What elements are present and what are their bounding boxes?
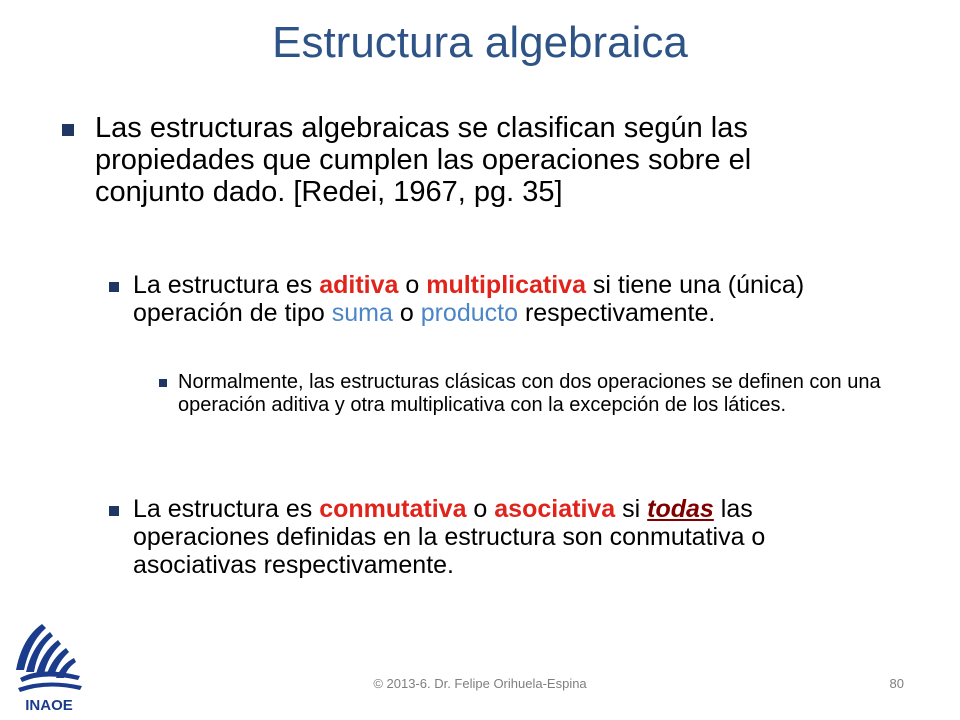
term-todas: todas [647,495,714,523]
term-aditiva: aditiva [319,271,399,299]
term-suma: suma [331,299,393,327]
text-segment: las operaciones definidas en la estructura son conmutativa o asociativas respectivamente. [133,495,766,579]
text-segment: respectivamente. [518,299,716,327]
bullet-main-text: Las estructuras algebraicas se clasifican según las propiedades que cumplen las operaciones sobre el conjunto dado. [Redei, 1967, pg. 35] [95,112,752,208]
text-segment: si tiene una (única) operación de tipo [133,271,805,327]
term-multiplicativa: multiplicativa [426,271,586,299]
square-bullet-icon [62,124,74,136]
term-conmutativa: conmutativa [319,495,467,523]
text-segment: La estructura es [133,271,320,299]
term-producto: producto [420,299,518,327]
logo-text: INAOE [25,697,73,714]
square-bullet-icon [109,506,119,516]
text-segment: o [392,299,421,327]
bullet-main [95,112,855,208]
square-bullet-icon [109,282,119,292]
slide-title: Estructura algebraica [272,18,688,67]
square-bullet-icon [159,379,167,387]
bullet-note-text: Normalmente, las estructuras clásicas con dos operaciones se definen con una operación aditiva y otra multiplicativa con la excepción de los látices. [178,371,881,416]
term-asociativa: asociativa [494,495,616,523]
text-segment: si [615,495,648,523]
bullet-additive [133,271,893,327]
bullet-note [178,371,918,417]
bullet-commutative [133,495,893,579]
page-number: 80 [889,676,904,691]
inaoe-logo [12,618,86,716]
footer-copyright: © 2013-6. Dr. Felipe Orihuela-Espina [373,676,587,691]
text-segment: o [398,271,427,299]
text-segment: La estructura es [133,495,320,523]
text-segment: o [466,495,495,523]
